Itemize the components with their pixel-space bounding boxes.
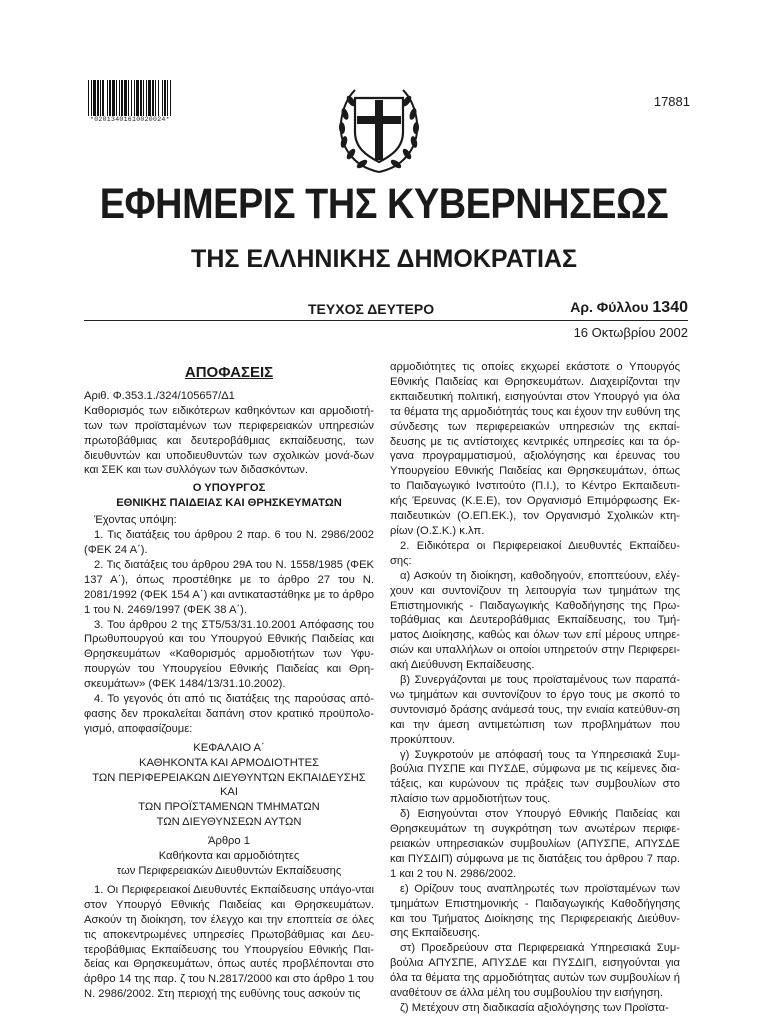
body-paragraph: ε) Ορίζουν τους αναπληρωτές των προϊσταμένων των τμημάτων Επιστημονικής - Παιδαγωγικής Καθοδήγησης και του Τμήματος Διοίκησης της Περιφερειακής Διεύθυν-σης Εκπαίδευσης. xyxy=(390,882,680,940)
body-paragraph: 2. Ειδικότερα οι Περιφερειακοί Διευθυντές Εκπαίδευ-σης: xyxy=(390,539,680,567)
article-title-line: Καθήκοντα και αρμοδιότητες xyxy=(158,850,300,863)
ministry-heading: ΕΘΝΙΚΗΣ ΠΑΙΔΕΙΑΣ ΚΑΙ ΘΡΗΣΚΕΥΜΑΤΩΝ xyxy=(116,497,342,510)
chapter-heading: ΚΕΦΑΛΑΙΟ Α΄ xyxy=(193,741,265,754)
left-column xyxy=(84,366,374,1002)
barcode-bar xyxy=(107,80,108,116)
decision-reference: Αριθ. Φ.353.1./324/105657/Δ1 xyxy=(84,389,235,402)
barcode-bar xyxy=(116,80,117,116)
barcode-bar xyxy=(162,80,163,116)
barcode-bar xyxy=(167,80,168,116)
right-column xyxy=(390,360,680,1016)
barcode-digits: *02013401610020024* xyxy=(90,116,170,123)
body-paragraph: β) Συνεργάζονται με τους προϊσταμένους των παραπά-νω τμημάτων και συντονίζουν το έργο τους με σκοπό το συντονισμό δράσης ανάμεσά τους, την ενιαία κατεύθυν-ση και την άμεση αντιμετώπιση των προβλημάτων που προκύπτουν. xyxy=(390,674,680,746)
barcode-bar xyxy=(136,80,139,116)
having-regard: Έχοντας υπόψη: xyxy=(94,514,177,527)
greek-state-emblem-icon xyxy=(333,84,425,176)
chapter-title-line: ΚΑΘΗΚΟΝΤΑ ΚΑΙ ΑΡΜΟΔΙΟΤΗΤΕΣ xyxy=(139,756,319,769)
article-title-line: των Περιφερειακών Διευθυντών Εκπαίδευσης xyxy=(116,865,342,877)
barcode-bar xyxy=(112,80,115,116)
consideration-item: 2. Τις διατάξεις του άρθρου 29Α του Ν. 1558/1985 (ΦΕΚ 137 Α΄), όπως προστέθηκε με το άρθρο 27 του Ν. 2081/1992 (ΦΕΚ 154 Α΄) και αντικαταστάθηκε με το άρθρο 1 του Ν. 2469/1997 (ΦΕΚ 38 Α΄). xyxy=(84,558,374,616)
gazette-title: ΕΦΗΜΕΡΙΣ ΤΗΣ ΚΥΒΕΡΝΗΣΕΩΣ xyxy=(99,180,669,228)
barcode-bar xyxy=(119,80,120,116)
consideration-item: 4. Το γεγονός ότι από τις διατάξεις της παρούσας από-φασης δεν προκαλείται δαπάνη στον κρατικό προϋπολο-γισμό, αποφασίζουμε: xyxy=(84,693,374,735)
barcode-bar xyxy=(109,80,111,116)
section-title: ΑΠΟΦΑΣΕΙΣ xyxy=(184,364,274,381)
chapter-title-line: ΤΩΝ ΠΕΡΙΦΕΡΕΙΑΚΩΝ ΔΙΕΥΘΥΝΤΩΝ ΕΚΠΑΙΔΕΥΣΗΣ ΚΑΙ xyxy=(92,771,366,799)
issue-type: ΤΕΥΧΟΣ ΔΕΥΤΕΡΟ xyxy=(308,301,435,317)
barcode-bar xyxy=(164,80,166,116)
body-paragraph: α) Ασκούν τη διοίκηση, καθοδηγούν, εποπτεύουν, ελέγ-χουν και συντονίζουν τη λειτουργία των τμημάτων της Επιστημονικής - Παιδαγωγικής Καθοδήγησης της Πρω-τοβάθμιας και Δευτεροβάθμιας Εκπαίδευσης, του Τμή-ματος Διοίκησης, καθώς και όλων των επί μέρους υπηρε-σιών και υπαλλήλων οι οποίοι υπηρετούν στην Περιφερει-ακή Διεύθυνση Εκπαίδευσης. xyxy=(390,569,680,672)
barcode-bar xyxy=(170,80,171,116)
issue-label: Αρ. Φύλλου xyxy=(570,299,649,315)
body-paragraph: ζ) Μετέχουν στη διαδικασία αξιολόγησης των Προϊστα- xyxy=(400,1001,669,1014)
barcode xyxy=(88,80,200,116)
barcode-bar xyxy=(146,80,147,116)
issue-number: 1340 xyxy=(652,299,688,316)
consideration-item: 3. Του άρθρου 2 της ΣΤ5/53/31.10.2001 Απόφασης του Πρωθυπουργού και του Υπουργού Εθνικής Παιδείας και Θρησκευμάτων «Καθορισμός αρμοδιοτήτων των Υφυ-πουργών του Υπουργείου Εθνικής Παιδείας και Θρη-σκευμάτων» (ΦΕΚ 1484/13/31.10.2002). xyxy=(84,618,374,691)
chapter-title-line: ΤΩΝ ΔΙΕΥΘΥΝΣΕΩΝ ΑΥΤΩΝ xyxy=(156,816,302,829)
body-paragraph: στ) Προεδρεύουν στα Περιφερειακά Υπηρεσιακά Συμ-βούλια ΑΠΥΣΠΕ, ΑΠΥΣΔΕ και ΠΥΣΔΙΠ, εισηγούνται για όλα τα θέματα της αρμοδιότητας αυτών των συμβουλίων ή αναθέτουν σε άλλα μέλη του συμβουλίου την εισήγηση. xyxy=(390,942,680,1000)
barcode-bar xyxy=(152,80,154,116)
barcode-bar xyxy=(93,80,96,116)
header-divider xyxy=(84,320,688,321)
barcode-bar xyxy=(155,80,156,116)
barcode-bar xyxy=(134,80,135,116)
minister-heading: Ο ΥΠΟΥΡΓΟΣ xyxy=(192,482,266,495)
decision-title: Καθορισμός των ειδικότερων καθηκόντων και αρμοδιοτή-των των προϊσταμένων των περιφερειακών υπηρεσιών πρωτοβάθμιας και δευτεροβάθμιας εκπαίδευσης, των διευθυντών και υποδιευθυντών των σχολικών μονά-δων και ΣΕΚ και των συλλόγων των διδασκόντων. xyxy=(84,404,374,477)
gazette-subtitle: ΤΗΣ ΕΛΛΗΝΙΚΗΣ ΔΗΜΟΚΡΑΤΙΑΣ xyxy=(191,245,577,273)
page-number: 17881 xyxy=(653,94,690,109)
barcode-bar xyxy=(124,80,127,116)
body-paragraph: αρμοδιότητες τις οποίες εκχωρεί εκάστοτε ο Υπουργός Εθνικής Παιδείας και Θρησκευμάτων. Διαχειρίζονται την εκπαιδευτική πολιτική, εισηγούνται στον Υπουργό για όλα τα θέματα της αρμοδιότητάς τους και έχουν την ευθύνη της σύνδεσης των περιφερειακών υπηρεσιών της εκπαί-δευσης με τις αντίστοιχες κεντρικές υπηρεσίες και τα όρ-γανα προγραμματισμού, αξιολόγησης και έρευνας του Υπουργείου Εθνικής Παιδείας και Θρησκευμάτων, όπως το Παιδαγωγικό Ινστιτούτο (Π.Ι.), το Κέντρο Εκπαιδευτι-κής Έρευνας (Κ.Ε.Ε), τον Οργανισμό Επιμόρφωσης Εκ-παιδευτικών (Ο.ΕΠ.ΕΚ.), τον Οργανισμό Σχολικών κτη-ρίων (Ο.Σ.Κ.) κ.λπ. xyxy=(390,361,680,537)
barcode-bar xyxy=(97,80,99,116)
barcode-bar xyxy=(88,80,89,116)
barcode-bar xyxy=(102,80,104,116)
issue-date: 16 Οκτωβρίου 2002 xyxy=(573,325,688,340)
article-heading: Άρθρο 1 xyxy=(208,835,250,848)
barcode-bar xyxy=(158,80,159,116)
chapter-title-line: ΤΩΝ ΠΡΟΪΣΤΑΜΕΝΩΝ ΤΜΗΜΑΤΩΝ xyxy=(138,801,320,814)
consideration-item: 1. Τις διατάξεις του άρθρου 2 παρ. 6 του Ν. 2986/2002 (ΦΕΚ 24 Α΄). xyxy=(84,529,374,556)
article-paragraph: 1. Οι Περιφερειακοί Διευθυντές Εκπαίδευσης υπάγο-νται στον Υπουργό Εθνικής Παιδείας και Θρησκευμάτων. Ασκούν τη διοίκηση, τον έλεγχο και την εποπτεία σε όλες τις αποκεντρωμένες υπηρεσίες Πρωτοβάθμιας και Δευ-τεροβάθμιας Εκπαίδευσης του Υπουργείου Εθνικής Παι-δείας και Θρησκευμάτων, όπως αυτές προβλέπονται στο άρθρο 14 της παρ. ζ του Ν.2817/2000 και στο άρθρο 1 του Ν. 2986/2002. Στη περιοχή της ευθύνης τους ασκούν τις xyxy=(84,883,374,1001)
barcode-bar xyxy=(91,80,92,116)
body-paragraph: δ) Εισηγούνται στον Υπουργό Εθνικής Παιδείας και Θρησκευμάτων τη συγκρότηση των ανωτέρων περιφε-ρειακών υπηρεσιακών συμβουλίων (ΑΠΥΣΠΕ, ΑΠΥΣΔΕ και ΠΥΣΔΙΠ) σύμφωνα με τις διατάξεις του άρθρου 7 παρ. 1 και 2 του Ν. 2986/2002. xyxy=(390,808,680,880)
barcode-bar xyxy=(121,80,123,116)
barcode-bar xyxy=(140,80,142,116)
barcode-bar xyxy=(128,80,129,116)
barcode-bar xyxy=(148,80,151,116)
barcode-bar xyxy=(131,80,132,116)
issue-number-block xyxy=(570,299,688,317)
barcode-bar xyxy=(100,80,101,116)
body-paragraph: γ) Συγκροτούν με απόφασή τους τα Υπηρεσιακά Συμ-βούλια ΠΥΣΠΕ και ΠΥΣΔΕ, σύμφωνα με τις κείμενες δια-τάξεις, και κυρώνουν τις πράξεις των συμβουλίων στο πλαίσιο των αρμοδιοτήτων τους. xyxy=(390,748,680,806)
barcode-bar xyxy=(143,80,144,116)
